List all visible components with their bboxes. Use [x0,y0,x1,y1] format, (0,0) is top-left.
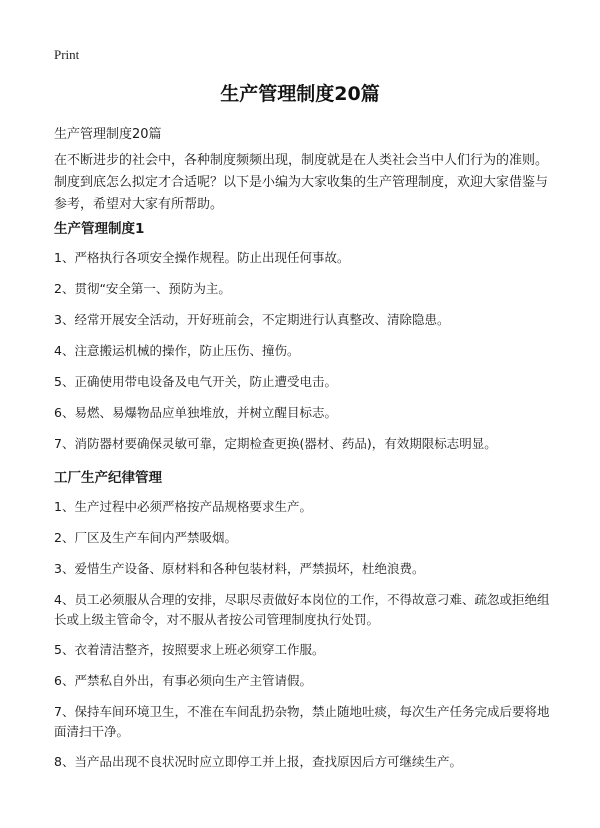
list-item: 5、正确使用带电设备及电气开关，防止遭受电击。 [54,374,337,389]
intro-paragraph: 在不断进步的社会中，各种制度频频出现，制度就是在人类社会当中人们行为的准则。制度到底怎么拟定才合适呢？以下是小编为大家收集的生产管理制度，欢迎大家借鉴与参考，希望对大家有所帮助。 [54,153,549,212]
list-item: 5、衣着清洁整齐，按照要求上班必须穿工作服。 [54,642,325,657]
list-item: 4、注意搬运机械的操作，防止压伤、撞伤。 [54,343,300,358]
list-item: 1、生产过程中必须严格按产品规格要求生产。 [54,499,312,514]
page-title: 生产管理制度20篇 [220,83,380,105]
section-heading-1: 生产管理制度1 [54,221,145,237]
rules-list-1 [54,248,556,465]
list-item: 6、易燃、易爆物品应单独堆放，并树立醒目标志。 [54,405,337,420]
list-item: 1、严格执行各项安全操作规程。防止出现任何事故。 [54,250,350,265]
list-item: 6、严禁私自外出，有事必须向生产主管请假。 [54,673,312,688]
list-item: 8、当产品出现不良状况时应立即停工并上报，查找原因后方可继续生产。 [54,754,462,769]
list-item: 3、经常开展安全活动，开好班前会，不定期进行认真整改、清除隐患。 [54,312,450,327]
list-item: 2、厂区及生产车间内严禁吸烟。 [54,530,237,545]
section-heading-2: 工厂生产纪律管理 [54,470,162,486]
list-item: 2、贯彻“安全第一、预防为主。 [54,281,231,296]
list-item: 7、消防器材要确保灵敏可靠，定期检查更换(器材、药品)，有效期限标志明显。 [54,436,497,451]
list-item: 4、员工必须服从合理的安排，尽职尽责做好本岗位的工作，不得故意刁难、疏忽或拒绝组长或上级主管命令，对不服从者按公司管理制度执行处罚。 [54,592,550,627]
document-subtitle: 生产管理制度20篇 [54,127,162,142]
rules-list-2 [54,497,556,772]
print-link[interactable]: Print [54,47,80,62]
list-item: 7、保持车间环境卫生，不准在车间乱扔杂物，禁止随地吐痰，每次生产任务完成后要将地面清扫干净。 [54,704,550,739]
list-item: 3、爱惜生产设备、原材料和各种包装材料，严禁损坏，杜绝浪费。 [54,561,425,576]
